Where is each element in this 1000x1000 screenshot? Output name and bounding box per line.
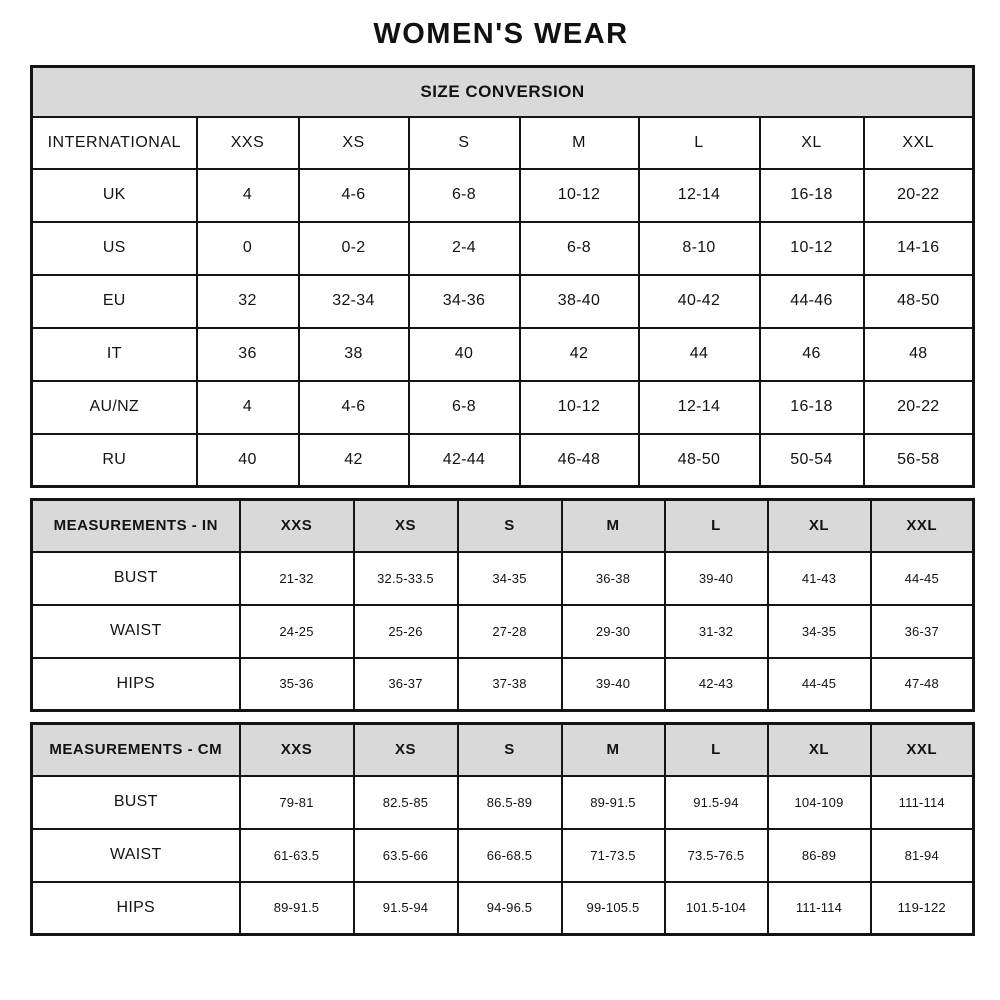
table-row-us — [32, 222, 974, 275]
table-row-bust — [32, 552, 974, 605]
value-cell: 38-40 — [520, 275, 639, 328]
value-cell: 37-38 — [458, 658, 562, 711]
value-cell: 36-38 — [562, 552, 665, 605]
table-row-waist — [32, 605, 974, 658]
value-cell: 46-48 — [520, 434, 639, 487]
value-cell: 47-48 — [871, 658, 974, 711]
page-title: WOMEN'S WEAR — [373, 18, 629, 50]
size-header-cell-xl: XL — [760, 117, 864, 169]
row-label-cell: US — [32, 222, 197, 275]
value-cell: 56-58 — [864, 434, 974, 487]
value-cell: 25-26 — [354, 605, 458, 658]
size-header-cell-s: S — [409, 117, 520, 169]
row-label-cell: UK — [32, 169, 197, 222]
value-cell: 44-46 — [760, 275, 864, 328]
value-cell: 10-12 — [760, 222, 864, 275]
table-row-hips — [32, 882, 974, 935]
column-header-row — [32, 117, 974, 169]
corner-label-cell: INTERNATIONAL — [32, 117, 197, 169]
value-cell: 36 — [197, 328, 299, 381]
value-cell: 12-14 — [639, 381, 760, 434]
row-label-cell: WAIST — [32, 605, 240, 658]
value-cell: 4-6 — [299, 381, 409, 434]
size-header-cell-m: M — [562, 724, 665, 776]
row-label-cell: BUST — [32, 776, 240, 829]
size-header-cell-xl: XL — [768, 500, 871, 552]
value-cell: 42-43 — [665, 658, 768, 711]
row-label-cell: HIPS — [32, 882, 240, 935]
corner-label-cell: MEASUREMENTS - CM — [32, 724, 240, 776]
size-header-cell-s: S — [458, 500, 562, 552]
value-cell: 0 — [197, 222, 299, 275]
corner-label-cell: MEASUREMENTS - IN — [32, 500, 240, 552]
value-cell: 50-54 — [760, 434, 864, 487]
value-cell: 35-36 — [240, 658, 354, 711]
measurements-centimeters-table — [30, 722, 975, 936]
value-cell: 34-35 — [768, 605, 871, 658]
value-cell: 32 — [197, 275, 299, 328]
value-cell: 44-45 — [871, 552, 974, 605]
value-cell: 81-94 — [871, 829, 974, 882]
value-cell: 36-37 — [871, 605, 974, 658]
value-cell: 10-12 — [520, 381, 639, 434]
measurements-inches-table — [30, 498, 975, 712]
value-cell: 101.5-104 — [665, 882, 768, 935]
table-row-eu — [32, 275, 974, 328]
size-header-cell-xxl: XXL — [871, 500, 974, 552]
value-cell: 34-36 — [409, 275, 520, 328]
value-cell: 32.5-33.5 — [354, 552, 458, 605]
value-cell: 66-68.5 — [458, 829, 562, 882]
size-header-cell-xxs: XXS — [240, 724, 354, 776]
value-cell: 86.5-89 — [458, 776, 562, 829]
size-header-cell-xxs: XXS — [240, 500, 354, 552]
row-label-cell: IT — [32, 328, 197, 381]
value-cell: 42 — [299, 434, 409, 487]
size-header-cell-l: L — [665, 724, 768, 776]
size-header-cell-m: M — [520, 117, 639, 169]
value-cell: 16-18 — [760, 169, 864, 222]
table-row-ru — [32, 434, 974, 487]
value-cell: 119-122 — [871, 882, 974, 935]
size-header-cell-l: L — [639, 117, 760, 169]
value-cell: 111-114 — [768, 882, 871, 935]
value-cell: 86-89 — [768, 829, 871, 882]
size-header-cell-xxl: XXL — [864, 117, 974, 169]
value-cell: 40 — [197, 434, 299, 487]
table-row-au-nz — [32, 381, 974, 434]
value-cell: 10-12 — [520, 169, 639, 222]
value-cell: 71-73.5 — [562, 829, 665, 882]
value-cell: 32-34 — [299, 275, 409, 328]
section-header-row — [32, 67, 974, 117]
row-label-cell: WAIST — [32, 829, 240, 882]
value-cell: 31-32 — [665, 605, 768, 658]
row-label-cell: HIPS — [32, 658, 240, 711]
table-row-bust — [32, 776, 974, 829]
value-cell: 48 — [864, 328, 974, 381]
size-header-cell-l: L — [665, 500, 768, 552]
size-header-cell-s: S — [458, 724, 562, 776]
value-cell: 12-14 — [639, 169, 760, 222]
value-cell: 4-6 — [299, 169, 409, 222]
size-conversion-table — [30, 65, 975, 488]
value-cell: 27-28 — [458, 605, 562, 658]
size-header-cell-xl: XL — [768, 724, 871, 776]
value-cell: 41-43 — [768, 552, 871, 605]
table-section-title: SIZE CONVERSION — [32, 67, 974, 117]
table-row-hips — [32, 658, 974, 711]
value-cell: 38 — [299, 328, 409, 381]
value-cell: 14-16 — [864, 222, 974, 275]
value-cell: 42-44 — [409, 434, 520, 487]
value-cell: 73.5-76.5 — [665, 829, 768, 882]
column-header-row — [32, 500, 974, 552]
value-cell: 0-2 — [299, 222, 409, 275]
row-label-cell: AU/NZ — [32, 381, 197, 434]
value-cell: 20-22 — [864, 169, 974, 222]
row-label-cell: EU — [32, 275, 197, 328]
value-cell: 40-42 — [639, 275, 760, 328]
size-header-cell-xs: XS — [354, 500, 458, 552]
value-cell: 40 — [409, 328, 520, 381]
value-cell: 21-32 — [240, 552, 354, 605]
value-cell: 42 — [520, 328, 639, 381]
value-cell: 39-40 — [665, 552, 768, 605]
value-cell: 104-109 — [768, 776, 871, 829]
value-cell: 34-35 — [458, 552, 562, 605]
value-cell: 63.5-66 — [354, 829, 458, 882]
table-row-it — [32, 328, 974, 381]
value-cell: 2-4 — [409, 222, 520, 275]
column-header-row — [32, 724, 974, 776]
value-cell: 111-114 — [871, 776, 974, 829]
value-cell: 8-10 — [639, 222, 760, 275]
value-cell: 82.5-85 — [354, 776, 458, 829]
value-cell: 36-37 — [354, 658, 458, 711]
value-cell: 46 — [760, 328, 864, 381]
value-cell: 6-8 — [520, 222, 639, 275]
value-cell: 4 — [197, 381, 299, 434]
value-cell: 39-40 — [562, 658, 665, 711]
size-header-cell-xs: XS — [299, 117, 409, 169]
value-cell: 89-91.5 — [240, 882, 354, 935]
value-cell: 29-30 — [562, 605, 665, 658]
value-cell: 4 — [197, 169, 299, 222]
table-row-uk — [32, 169, 974, 222]
value-cell: 6-8 — [409, 381, 520, 434]
row-label-cell: RU — [32, 434, 197, 487]
value-cell: 44-45 — [768, 658, 871, 711]
value-cell: 91.5-94 — [665, 776, 768, 829]
table-row-waist — [32, 829, 974, 882]
size-header-cell-xxl: XXL — [871, 724, 974, 776]
size-header-cell-xs: XS — [354, 724, 458, 776]
size-header-cell-m: M — [562, 500, 665, 552]
size-header-cell-xxs: XXS — [197, 117, 299, 169]
value-cell: 79-81 — [240, 776, 354, 829]
value-cell: 6-8 — [409, 169, 520, 222]
value-cell: 94-96.5 — [458, 882, 562, 935]
value-cell: 48-50 — [639, 434, 760, 487]
value-cell: 48-50 — [864, 275, 974, 328]
row-label-cell: BUST — [32, 552, 240, 605]
value-cell: 16-18 — [760, 381, 864, 434]
value-cell: 44 — [639, 328, 760, 381]
value-cell: 20-22 — [864, 381, 974, 434]
value-cell: 24-25 — [240, 605, 354, 658]
value-cell: 91.5-94 — [354, 882, 458, 935]
value-cell: 61-63.5 — [240, 829, 354, 882]
value-cell: 89-91.5 — [562, 776, 665, 829]
value-cell: 99-105.5 — [562, 882, 665, 935]
